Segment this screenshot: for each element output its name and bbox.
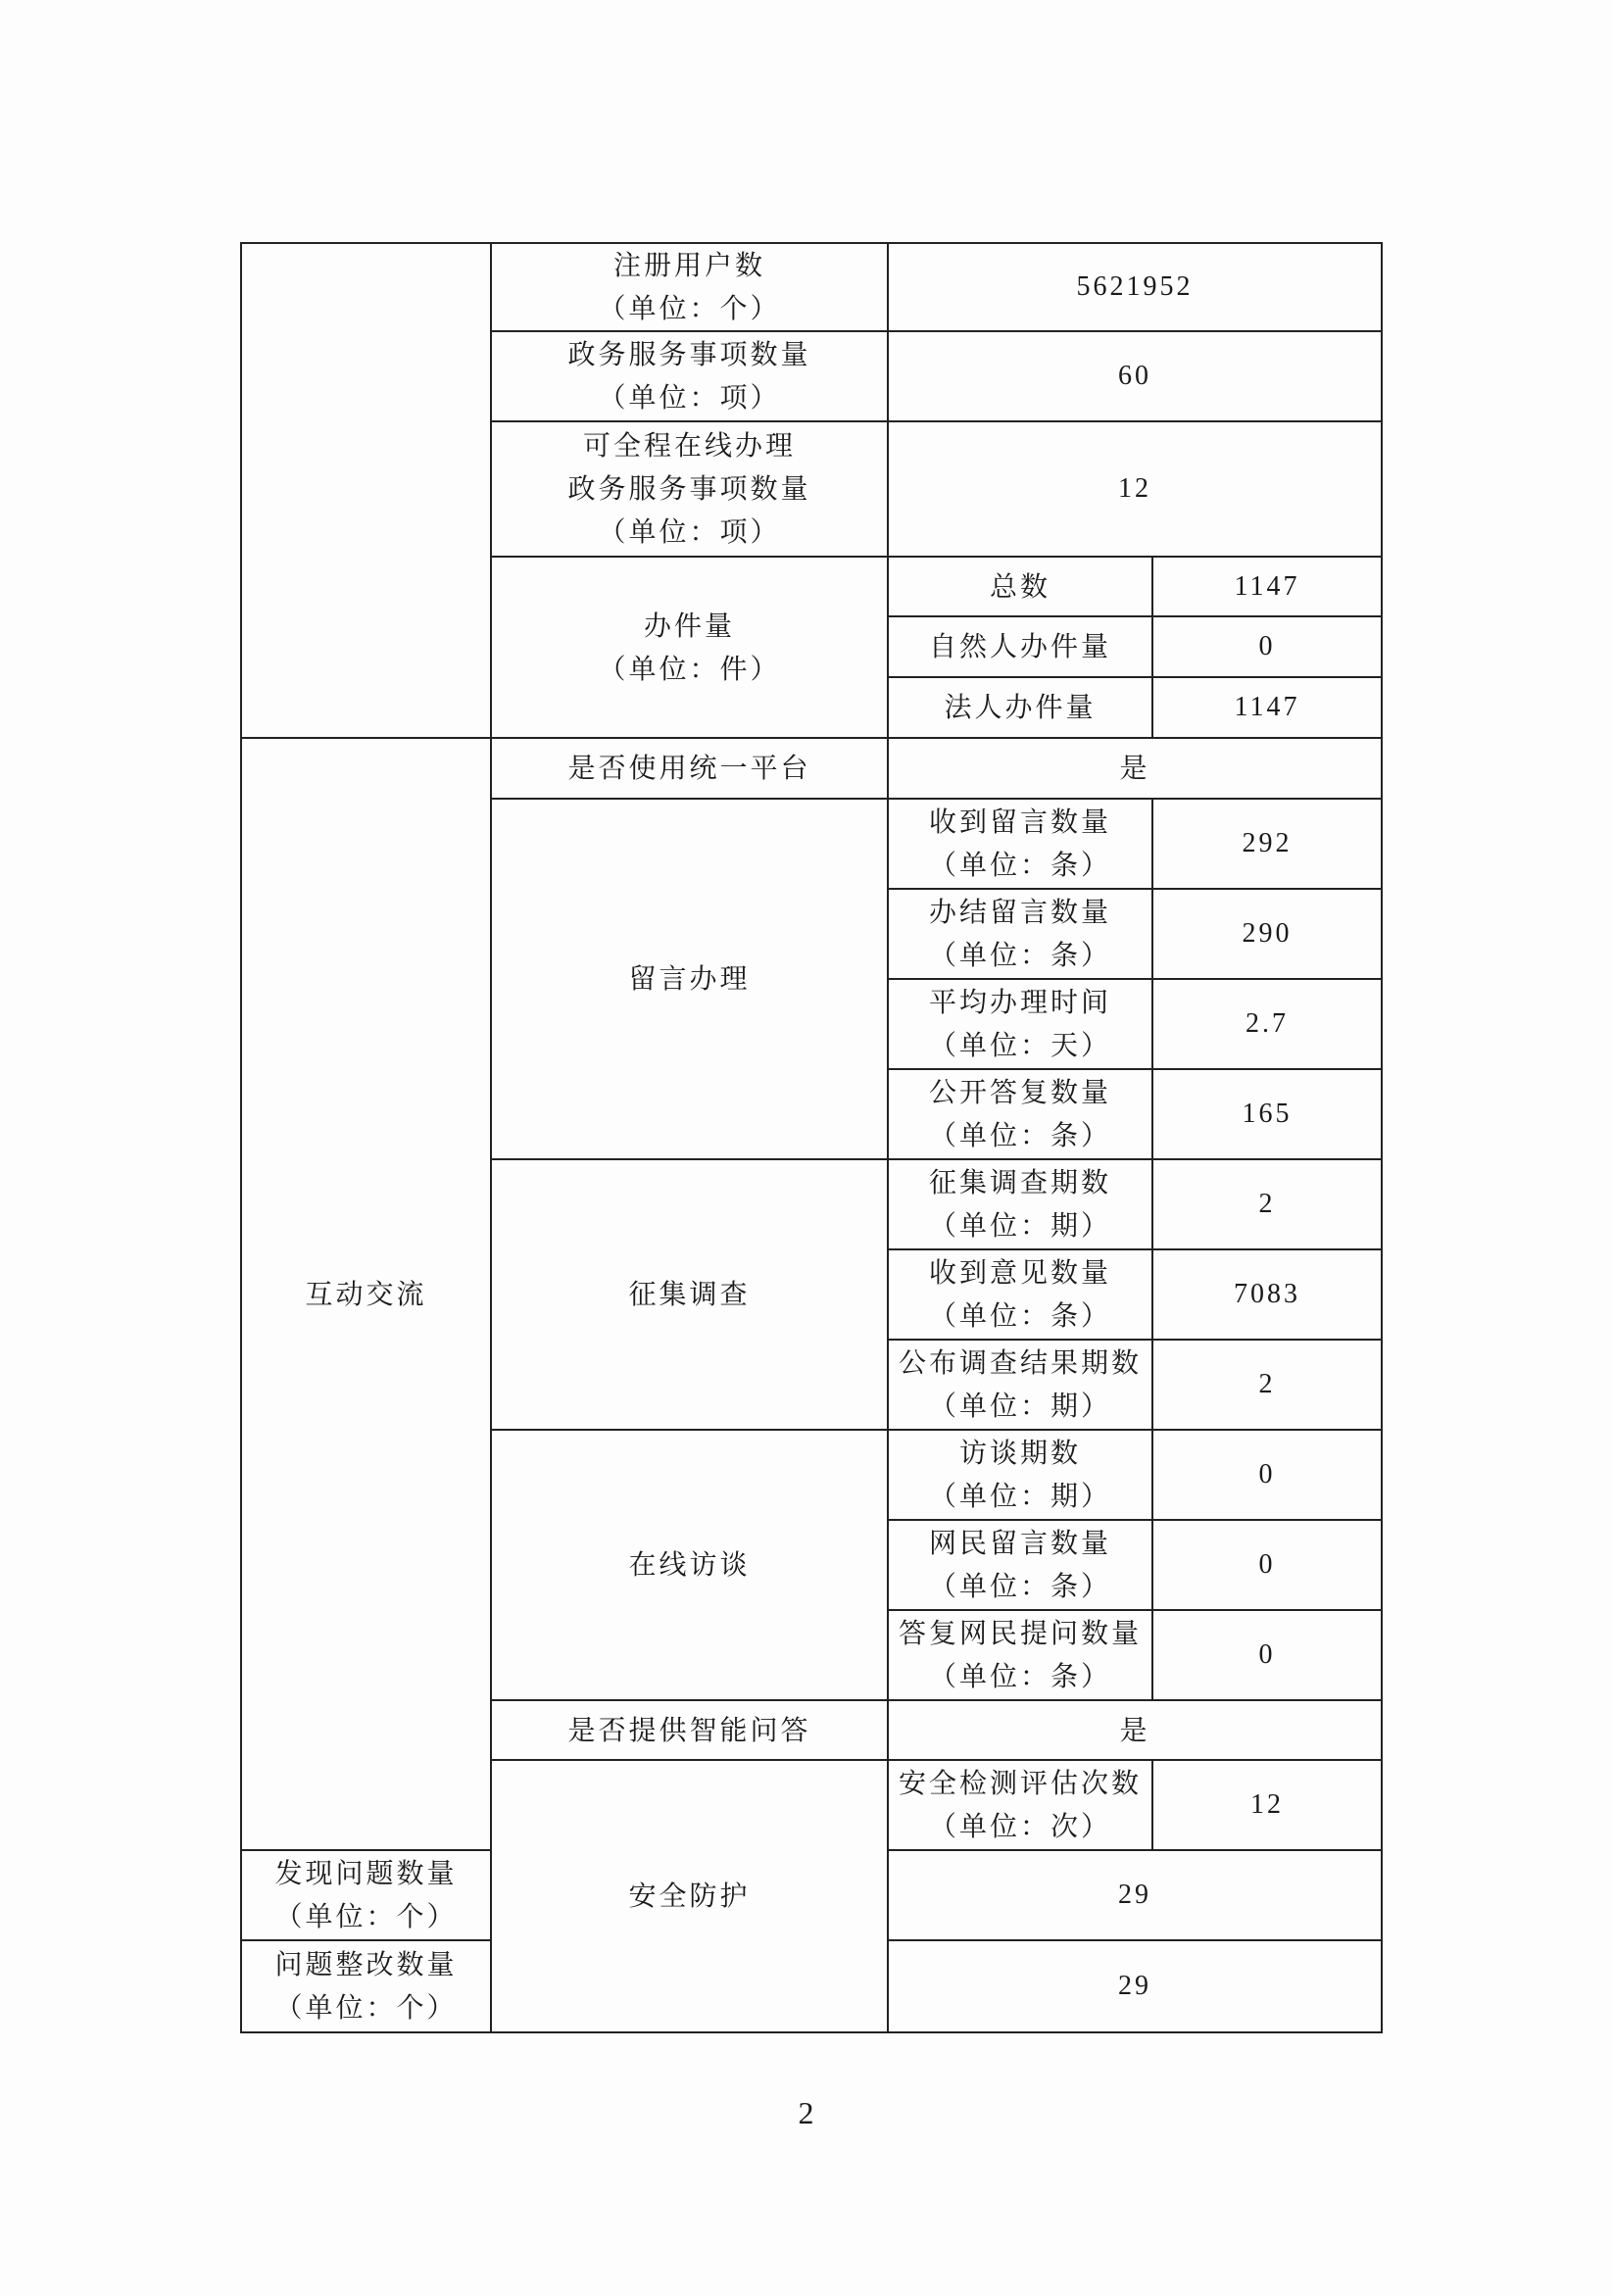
sub-value: 0 [1152, 616, 1382, 677]
sub-value: 2.7 [1152, 979, 1382, 1069]
group-label: 在线访谈 [491, 1430, 888, 1700]
sub-label: 收到留言数量 （单位：条） [888, 799, 1152, 889]
table-row [241, 243, 1382, 331]
row-label: 问题整改数量 （单位：个） [241, 1940, 491, 2032]
table-row [241, 738, 1382, 799]
sub-value: 290 [1152, 889, 1382, 979]
sub-label: 公开答复数量 （单位：条） [888, 1069, 1152, 1159]
row-value: 是 [888, 1700, 1382, 1760]
sub-value: 7083 [1152, 1249, 1382, 1340]
sub-value: 2 [1152, 1159, 1382, 1249]
page-number: 2 [798, 2095, 814, 2130]
sub-label: 公布调查结果期数 （单位：期） [888, 1340, 1152, 1430]
row-value: 29 [888, 1850, 1382, 1940]
sub-label: 法人办件量 [888, 677, 1152, 738]
row-label: 是否使用统一平台 [491, 738, 888, 799]
row-value: 是 [888, 738, 1382, 799]
group-label: 征集调查 [491, 1159, 888, 1430]
sub-value: 2 [1152, 1340, 1382, 1430]
category-cell: 安全防护 [491, 1760, 888, 2032]
sub-label: 办结留言数量 （单位：条） [888, 889, 1152, 979]
sub-label: 总数 [888, 557, 1152, 616]
sub-value: 1147 [1152, 557, 1382, 616]
sub-label: 平均办理时间 （单位：天） [888, 979, 1152, 1069]
sub-label: 答复网民提问数量 （单位：条） [888, 1610, 1152, 1700]
row-value: 29 [888, 1940, 1382, 2032]
sub-label: 征集调查期数 （单位：期） [888, 1159, 1152, 1249]
sub-value: 0 [1152, 1610, 1382, 1700]
category-cell: 互动交流 [241, 738, 491, 1850]
row-label: 注册用户数 （单位：个） [491, 243, 888, 331]
sub-label: 自然人办件量 [888, 616, 1152, 677]
sub-value: 1147 [1152, 677, 1382, 738]
statistics-table [240, 242, 1383, 2033]
sub-value: 292 [1152, 799, 1382, 889]
row-label: 政务服务事项数量 （单位：项） [491, 331, 888, 421]
row-label: 办件量 （单位：件） [491, 557, 888, 738]
row-value: 12 [1152, 1760, 1382, 1850]
category-cell-blank [241, 243, 491, 738]
group-label: 留言办理 [491, 799, 888, 1159]
sub-label: 访谈期数 （单位：期） [888, 1430, 1152, 1520]
sub-value: 0 [1152, 1430, 1382, 1520]
row-value: 12 [888, 421, 1382, 557]
row-label: 是否提供智能问答 [491, 1700, 888, 1760]
row-value: 5621952 [888, 243, 1382, 331]
row-value: 60 [888, 331, 1382, 421]
sub-label: 收到意见数量 （单位：条） [888, 1249, 1152, 1340]
sub-label: 网民留言数量 （单位：条） [888, 1520, 1152, 1610]
sub-value: 0 [1152, 1520, 1382, 1610]
row-label: 发现问题数量 （单位：个） [241, 1850, 491, 1940]
row-label: 安全检测评估次数 （单位：次） [888, 1760, 1152, 1850]
sub-value: 165 [1152, 1069, 1382, 1159]
row-label: 可全程在线办理 政务服务事项数量 （单位：项） [491, 421, 888, 557]
